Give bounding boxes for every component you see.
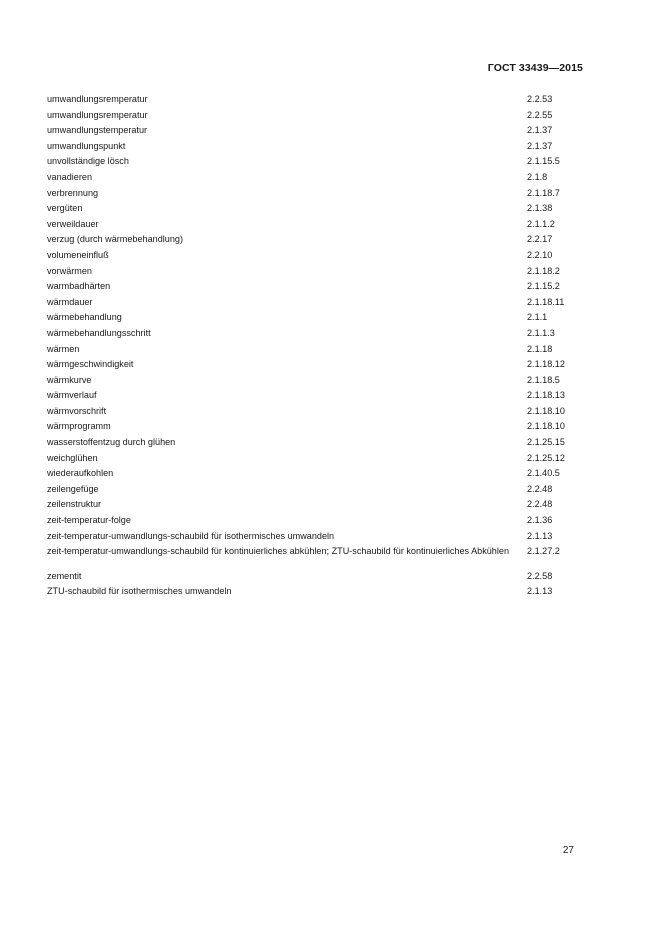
entry-reference: 2.1.18 [527, 343, 553, 354]
index-entry [47, 94, 587, 110]
entry-reference: 2.2.10 [527, 249, 553, 260]
entry-reference: 2.1.18.2 [527, 265, 560, 276]
entry-term: wärmebehandlung [47, 312, 122, 323]
index-entry [47, 266, 587, 282]
entry-reference: 2.2.55 [527, 109, 553, 120]
term-index-list [47, 94, 587, 602]
entry-reference: 2.1.40.5 [527, 468, 560, 479]
entry-reference: 2.1.25.15 [527, 437, 565, 448]
entry-reference: 2.1.15.5 [527, 156, 560, 167]
entry-reference: 2.1.18.10 [527, 421, 565, 432]
index-entry [47, 297, 587, 313]
index-entry [47, 234, 587, 250]
entry-reference: 2.1.18.5 [527, 374, 560, 385]
entry-term: wasserstoffentzug durch glühen [47, 437, 176, 448]
index-entry [47, 125, 587, 141]
entry-term: umwandlungsremperatur [47, 109, 148, 120]
entry-term: verbrennung [47, 187, 99, 198]
entry-term: wärmdauer [47, 296, 93, 307]
index-entry [47, 250, 587, 266]
entry-term: umwandlungstemperatur [47, 125, 148, 136]
entry-reference: 2.2.48 [527, 483, 553, 494]
entry-reference: 2.1.36 [527, 515, 553, 526]
index-entry [47, 328, 587, 344]
entry-reference: 2.1.18.11 [527, 296, 565, 307]
entry-reference: 2.1.1 [527, 312, 548, 323]
entry-reference: 2.1.18.10 [527, 405, 565, 416]
entry-term: umwandlungsremperatur [47, 94, 148, 104]
entry-term: zeilenstruktur [47, 499, 102, 510]
index-entry [47, 571, 587, 587]
index-entry [47, 141, 587, 157]
entry-term: wärmen [47, 343, 80, 354]
index-entry [47, 344, 587, 360]
index-entry [47, 406, 587, 422]
index-entry [47, 110, 587, 126]
entry-reference: 2.1.18.12 [527, 359, 565, 370]
entry-reference: 2.1.18.13 [527, 390, 565, 401]
index-entry [47, 484, 587, 500]
entry-term: ZTU-schaubild für isothermisches umwandeln [47, 586, 232, 597]
entry-term: wärmvorschrift [47, 405, 107, 416]
index-entry [47, 203, 587, 219]
entry-term: wärmkurve [47, 374, 92, 385]
entry-term: vanadieren [47, 171, 92, 182]
entry-reference: 2.1.1.2 [527, 218, 555, 229]
document-standard-number: ГОСТ 33439—2015 [487, 62, 583, 74]
page-number: 27 [562, 845, 574, 856]
index-entry [47, 375, 587, 391]
entry-term: zeit-temperatur-umwandlungs-schaubild für isothermisches umwandeln [47, 530, 335, 541]
index-entry [47, 437, 587, 453]
entry-reference: 2.1.1.3 [527, 327, 555, 338]
entry-term: wiederaufkohlen [47, 468, 114, 479]
index-entry [47, 281, 587, 297]
index-entry [47, 468, 587, 484]
index-entry [47, 421, 587, 437]
entry-term: weichglühen [47, 452, 98, 463]
entry-reference: 2.1.13 [527, 530, 553, 541]
entry-reference: 2.1.13 [527, 586, 553, 597]
index-entry [47, 499, 587, 515]
entry-term: volumeneinfluß [47, 249, 109, 260]
index-entry [47, 172, 587, 188]
entry-term: unvollständige lösch [47, 156, 129, 167]
entry-reference: 2.1.25.12 [527, 452, 565, 463]
entry-term: vorwärmen [47, 265, 92, 276]
entry-term: zeilengefüge [47, 483, 99, 494]
index-entry [47, 531, 587, 547]
entry-reference: 2.1.27.2 [527, 546, 560, 557]
entry-reference: 2.1.37 [527, 140, 553, 151]
entry-reference: 2.2.48 [527, 499, 553, 510]
index-entry [47, 312, 587, 328]
entry-term: wärmprogramm [47, 421, 111, 432]
index-entry [47, 390, 587, 406]
index-entry [47, 219, 587, 235]
index-entry [47, 188, 587, 204]
index-entry [47, 453, 587, 469]
index-entry [47, 359, 587, 375]
entry-term: warmbadhärten [47, 281, 111, 292]
entry-reference: 2.2.53 [527, 94, 553, 104]
entry-reference: 2.2.17 [527, 234, 553, 245]
entry-term: verweildauer [47, 218, 99, 229]
entry-reference: 2.1.37 [527, 125, 553, 136]
entry-term: wärmgeschwindigkeit [47, 359, 134, 370]
index-entry [47, 546, 587, 571]
entry-reference: 2.1.15.2 [527, 281, 560, 292]
index-entry [47, 586, 587, 602]
entry-term: wärmebehandlungsschritt [47, 327, 151, 338]
entry-term: zeit-temperatur-umwandlungs-schaubild für kontinuierliches abkühlen; ZTU-schaubild für kontinuierliches Abkühlen [47, 546, 509, 557]
entry-term: zeit-temperatur-folge [47, 515, 131, 526]
entry-reference: 2.1.8 [527, 171, 548, 182]
entry-reference: 2.1.18.7 [527, 187, 560, 198]
index-entry [47, 156, 587, 172]
entry-reference: 2.2.58 [527, 570, 553, 581]
entry-term: verzug (durch wärmebehandlung) [47, 234, 183, 245]
index-entry [47, 515, 587, 531]
entry-term: zementit [47, 570, 82, 581]
entry-term: vergüten [47, 203, 83, 214]
entry-term: wärmverlauf [47, 390, 97, 401]
entry-reference: 2.1.38 [527, 203, 553, 214]
entry-term: umwandlungspunkt [47, 140, 126, 151]
